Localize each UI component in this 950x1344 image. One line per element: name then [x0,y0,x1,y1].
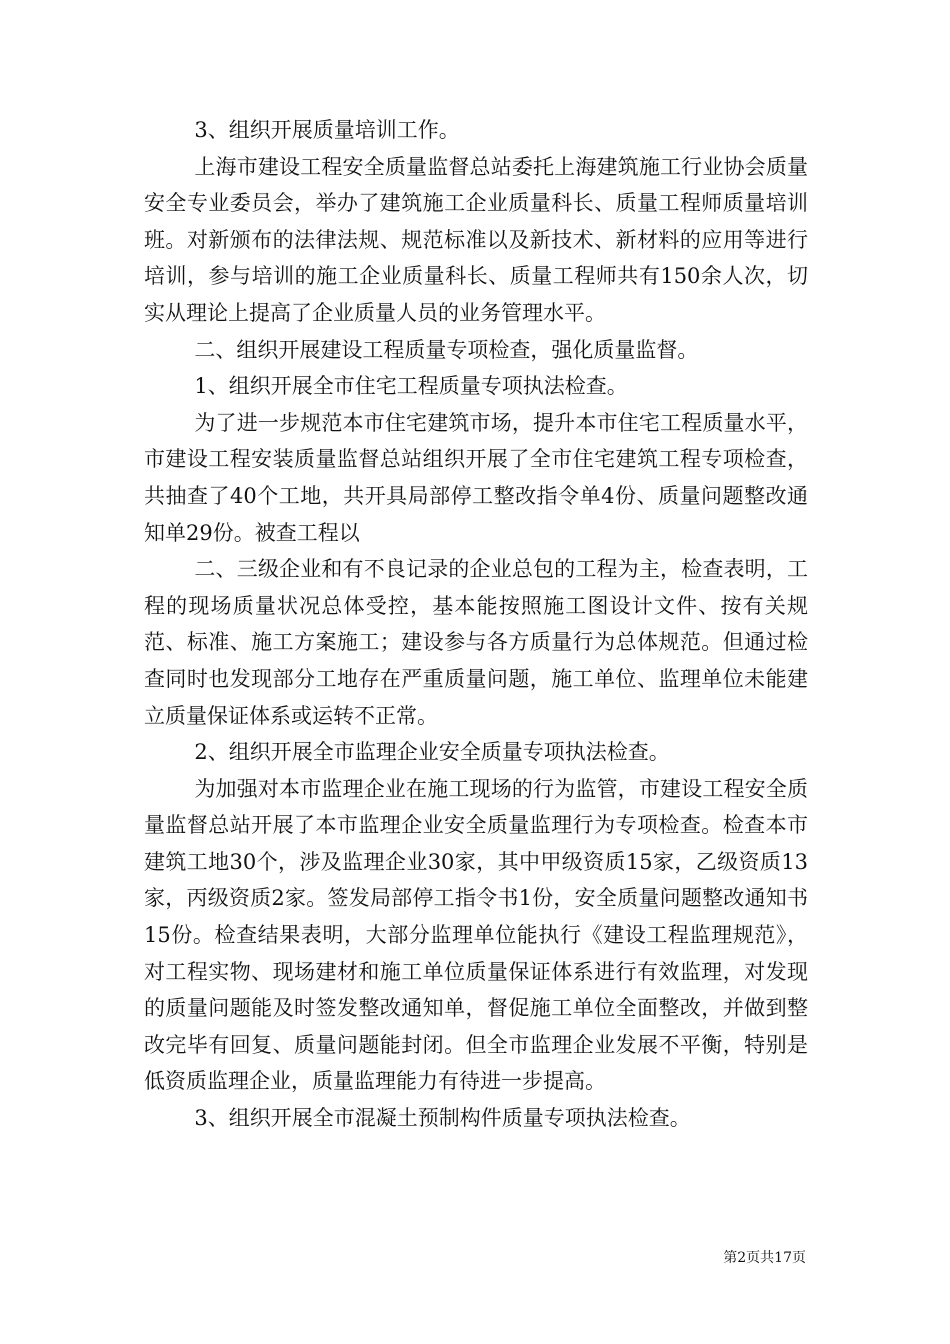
paragraph-heading-3-training: 3、组织开展质量培训工作。 [194,118,460,142]
paragraph-inspection-results: 二、三级企业和有不良记录的企业总包的工程为主，检查表明，工程的现场质量状况总体受控，基本能按照施工图设计文件、按有关规范、标准、施工方案施工；建设参与各方质量行为总体规范。但通过检查同时也发现部分工地存在严重质量问题，施工单位、监理单位未能建立质量保证体系或运转不正常。 [144,557,808,728]
paragraph-heading-3-precast: 3、组织开展全市混凝土预制构件质量专项执法检查。 [194,1106,691,1131]
paragraph-heading-2-supervision: 2、组织开展全市监理企业安全质量专项执法检查。 [194,740,670,765]
paragraph-supervision-details: 为加强对本市监理企业在施工现场的行为监管，市建设工程安全质量监督总站开展了本市监理企业安全质量监理行为专项检查。检查本市建筑工地30个，涉及监理企业30家，其中甲级资质15家，乙级资质13家，丙级资质2家。签发局部停工指令书1份，安全质量问题整改通知书15份。检查结果表明，大部分监理单位能执行《建设工程监理规范》，对工程实物、现场建材和施工单位质量保证体系进行有效监理，对发现的质量问题能及时签发整改通知单，督促施工单位全面整改，并做到整改完毕有回复、质量问题能封闭。但全市监理企业发展不平衡，特别是低资质监理企业，质量监理能力有待进一步提高。 [144,776,808,1094]
paragraph-heading-1-residential: 1、组织开展全市住宅工程质量专项执法检查。 [194,374,628,399]
page-number: 第2页共17页 [723,1250,806,1266]
paragraph-residential-details: 为了进一步规范本市住宅建筑市场，提升本市住宅工程质量水平，市建设工程安装质量监督总站组织开展了全市住宅建筑工程专项检查，共抽查了40个工地，共开具局部停工整改指令单4份、质量问题整改通知单29份。被查工程以 [144,410,808,545]
paragraph-training-details: 上海市建设工程安全质量监督总站委托上海建筑施工行业协会质量安全专业委员会，举办了建筑施工企业质量科长、质量工程师质量培训班。对新颁布的法律法规、规范标准以及新技术、新材料的应用等进行培训，参与培训的施工企业质量科长、质量工程师共有150余人次，切实从理论上提高了企业质量人员的业务管理水平。 [144,154,808,325]
document-body [144,112,808,1137]
paragraph-section-2-heading: 二、组织开展建设工程质量专项检查，强化质量监督。 [194,337,699,362]
